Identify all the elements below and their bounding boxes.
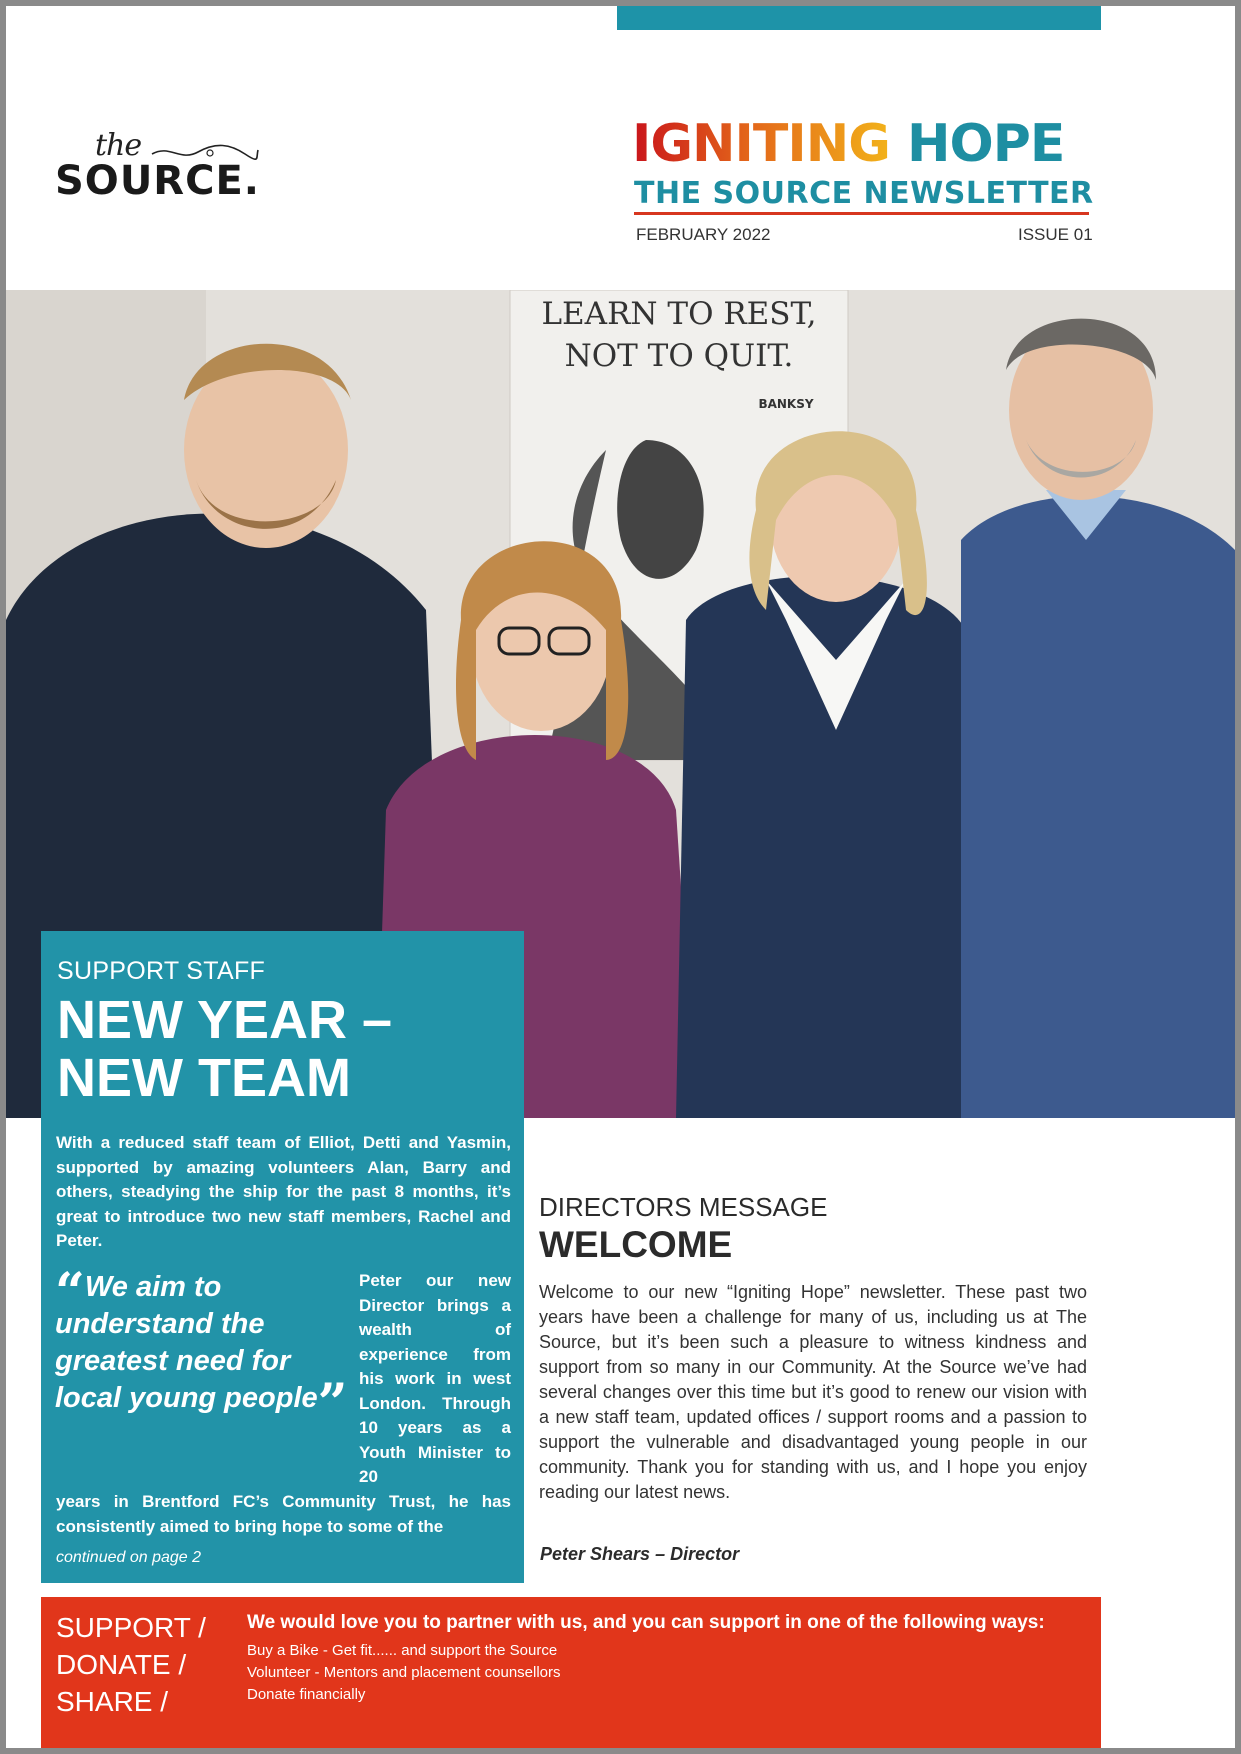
issue-date: FEBRUARY 2022 bbox=[636, 225, 771, 244]
staff-tail-text: years in Brentford FC’s Community Trust, he has consistently aimed to bring hope to some of the bbox=[56, 1492, 511, 1536]
support-item-volunteer: Volunteer - Mentors and placement counsellors bbox=[247, 1664, 561, 1681]
poster-line-2: NOT TO QUIT. bbox=[564, 338, 794, 374]
pull-quote-text: We aim to understand the greatest need for local young people bbox=[55, 1271, 318, 1414]
issue-number: ISSUE 01 bbox=[1018, 225, 1093, 244]
close-quote-icon: ” bbox=[317, 1373, 348, 1434]
logo-the-text: the bbox=[95, 128, 142, 163]
newsletter-subtitle: THE SOURCE NEWSLETTER bbox=[634, 176, 1094, 211]
support-lead: We would love you to partner with us, and you can support in one of the following ways: bbox=[247, 1612, 1045, 1633]
directors-signature: Peter Shears – Director bbox=[540, 1544, 740, 1564]
staff-side-text: Peter our new Director brings a wealth of experience from his work in west London. Through 10 years as a Youth Minister to 20 bbox=[359, 1271, 511, 1486]
directors-body: Welcome to our new “Igniting Hope” newsletter. These past two years have been a challenge for many of us, including us at The Source, but it’s been such a pleasure to witness kindness and support from so many in our Community. At the Source we’ve had several changes over this time but it’s good to renew our vision with a new staff team, updated offices / support rooms and a passion to support the vulnerable and disadvantaged young people in our community. Thank you for standing with us, and I hope you enjoy reading our latest news. bbox=[539, 1282, 1087, 1502]
staff-intro: With a reduced staff team of Elliot, Detti and Yasmin, supported by amazing volunteers Alan, Barry and others, steadying the ship for the past 8 months, it’s great to introduce two new staff members, Rachel and Peter. bbox=[56, 1133, 511, 1250]
directors-title: WELCOME bbox=[539, 1224, 733, 1265]
support-staff-panel bbox=[41, 931, 524, 1583]
support-calls bbox=[56, 1609, 206, 1720]
support-list bbox=[247, 1640, 561, 1706]
support-call-1: SUPPORT / bbox=[56, 1612, 206, 1643]
masthead-divider bbox=[634, 212, 1089, 215]
directors-kicker: DIRECTORS MESSAGE bbox=[539, 1192, 828, 1222]
poster-credit: BANKSY bbox=[758, 397, 814, 411]
logo-source-text: SOURCE. bbox=[55, 158, 260, 204]
source-logo bbox=[55, 128, 325, 208]
pull-quote bbox=[55, 1262, 355, 1434]
continued-link[interactable]: continued on page 2 bbox=[56, 1549, 202, 1566]
newsletter-title bbox=[632, 116, 1064, 172]
title-igniting: IGNITING bbox=[632, 114, 890, 174]
support-item-donate: Donate financially bbox=[247, 1686, 366, 1703]
support-call-3: SHARE / bbox=[56, 1686, 169, 1717]
staff-headline bbox=[57, 991, 392, 1107]
open-quote-icon: “ bbox=[55, 1262, 85, 1323]
support-call-2: DONATE / bbox=[56, 1649, 187, 1680]
title-hope: HOPE bbox=[889, 114, 1065, 174]
poster-line-1: LEARN TO REST, bbox=[541, 296, 817, 332]
staff-kicker: SUPPORT STAFF bbox=[57, 957, 266, 985]
staff-headline-line-2: NEW TEAM bbox=[57, 1048, 351, 1108]
support-item-bike: Buy a Bike - Get fit...... and support the Source bbox=[247, 1642, 558, 1659]
support-banner bbox=[41, 1597, 1101, 1748]
top-accent-bar bbox=[617, 6, 1101, 30]
staff-headline-line-1: NEW YEAR – bbox=[57, 990, 393, 1050]
